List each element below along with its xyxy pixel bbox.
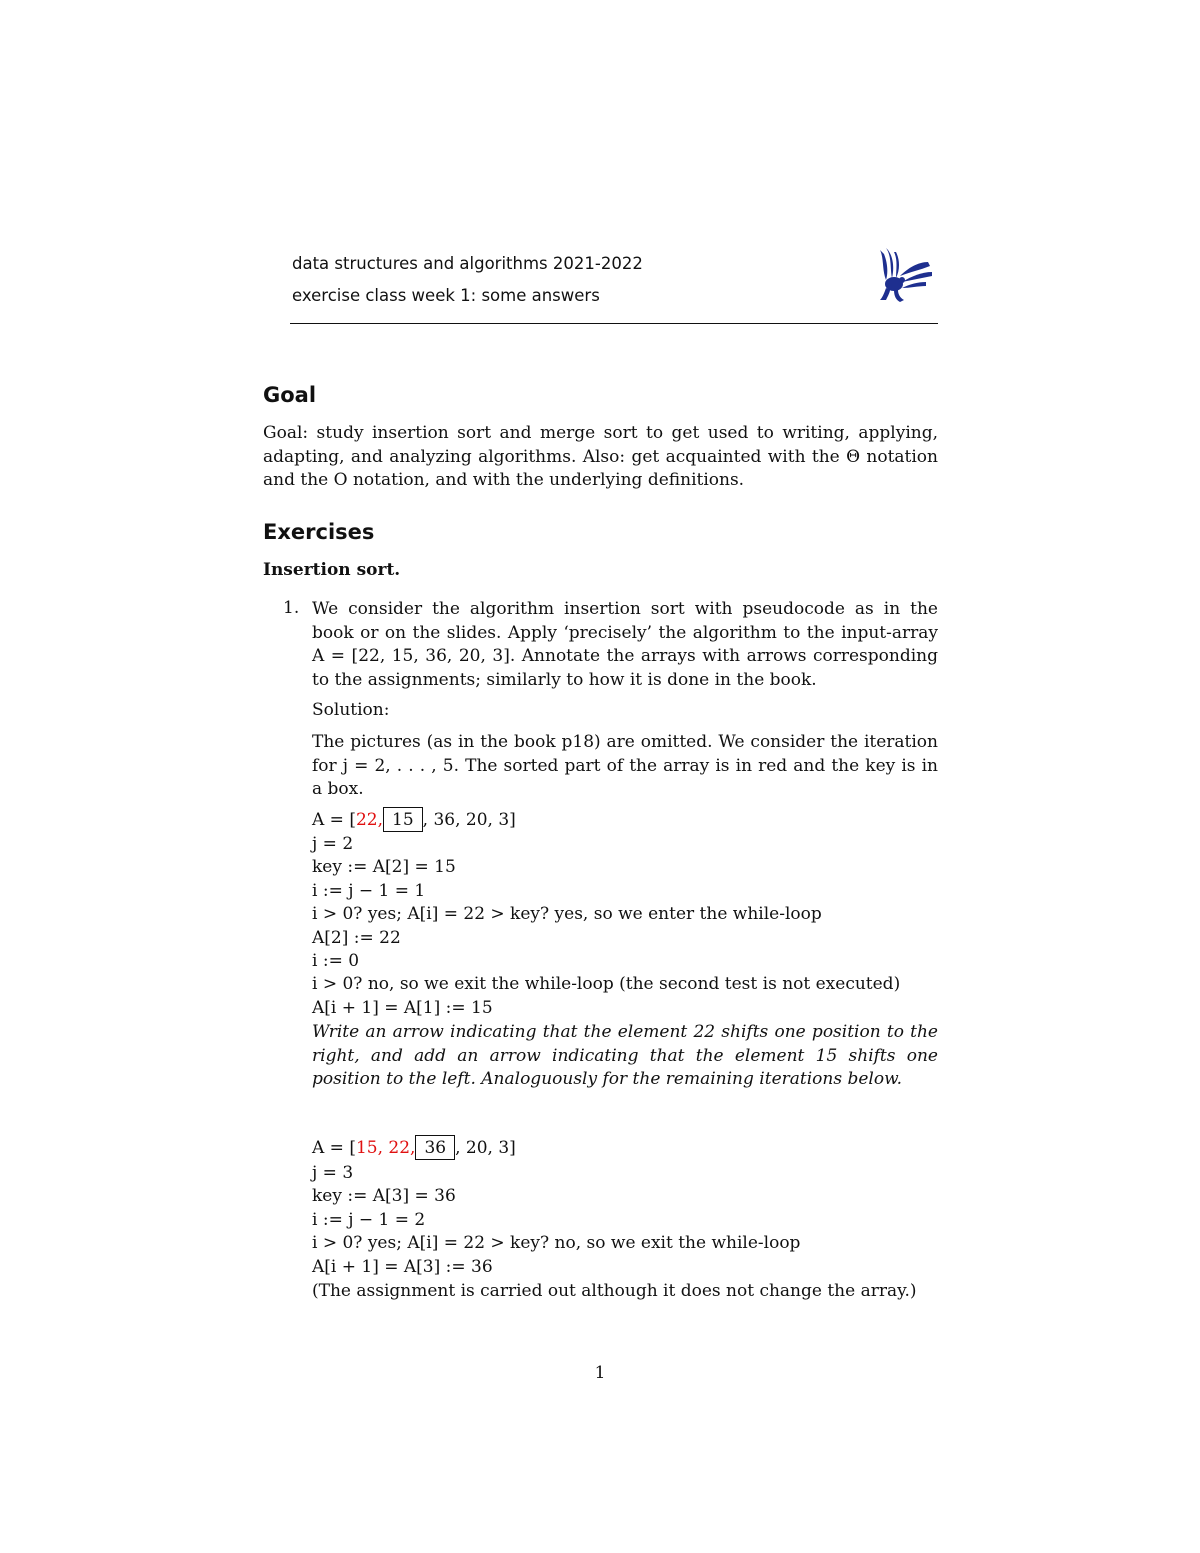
sorted-part: 22, bbox=[355, 810, 384, 830]
arrow-note: Write an arrow indicating that the element 22 shifts one position to the right, and add an arrow indicating that the element 15 shifts one position to the left. Analoguously for the remaining iterations below. bbox=[312, 1022, 938, 1089]
trace-line: (The assignment is carried out although it does not change the array.) bbox=[312, 1281, 917, 1301]
exercise-text: We consider the algorithm insertion sort with pseudocode as in the book or on the slides. Apply ‘precisely’ the algorithm to the input-array A = [22, 15, 36, 20, 3]. Annotate the arrays with arrows corresponding to the assignments; similarly to how it is done in the book. bbox=[312, 599, 938, 690]
exercises-heading: Exercises bbox=[263, 520, 375, 544]
trace-line: key := A[2] = 15 bbox=[312, 857, 456, 877]
solution-label: Solution: bbox=[312, 700, 390, 720]
trace-line: i := 0 bbox=[312, 951, 360, 971]
key-box: 15 bbox=[383, 807, 423, 832]
trace-line: i > 0? no, so we exit the while-loop (the second test is not executed) bbox=[312, 974, 901, 994]
trace-line: A[2] := 22 bbox=[312, 928, 401, 948]
trace-line: i := j − 1 = 1 bbox=[312, 881, 426, 901]
header-divider bbox=[290, 323, 938, 324]
griffin-logo bbox=[872, 244, 934, 304]
trace-line: A[i + 1] = A[3] := 36 bbox=[312, 1257, 493, 1277]
key-box: 36 bbox=[415, 1135, 455, 1160]
goal-heading: Goal bbox=[263, 383, 317, 407]
trace-line: i := j − 1 = 2 bbox=[312, 1210, 426, 1230]
item-number: 1. bbox=[283, 598, 300, 618]
array-prefix: A = [ bbox=[312, 810, 356, 830]
array-rest: , 36, 20, 3] bbox=[422, 810, 516, 830]
trace-line: j = 3 bbox=[312, 1163, 354, 1183]
insertion-sort-subheading: Insertion sort. bbox=[263, 560, 401, 580]
trace-line: i > 0? yes; A[i] = 22 > key? yes, so we enter the while-loop bbox=[312, 904, 822, 924]
array-state-iter1 bbox=[312, 810, 516, 830]
sorted-part: 15, 22, bbox=[355, 1138, 416, 1158]
document-subtitle: exercise class week 1: some answers bbox=[292, 286, 600, 305]
array-state-iter2 bbox=[312, 1138, 516, 1158]
course-title: data structures and algorithms 2021-2022 bbox=[292, 254, 643, 273]
goal-text: Goal: study insertion sort and merge sort to get used to writing, applying, adapting, and analyzing algorithms. Also: get acquainted with the Θ notation and the O notation, and with the underlying definitions. bbox=[263, 423, 938, 490]
trace-line: key := A[3] = 36 bbox=[312, 1186, 456, 1206]
trace-line: i > 0? yes; A[i] = 22 > key? no, so we exit the while-loop bbox=[312, 1233, 801, 1253]
page-number: 1 bbox=[594, 1363, 606, 1383]
array-prefix: A = [ bbox=[312, 1138, 356, 1158]
array-rest: , 20, 3] bbox=[455, 1138, 516, 1158]
solution-intro: The pictures (as in the book p18) are omitted. We consider the iteration for j = 2, . . . , 5. The sorted part of the array is in red and the key is in a box. bbox=[312, 732, 938, 799]
trace-line: j = 2 bbox=[312, 834, 354, 854]
trace-line: A[i + 1] = A[1] := 15 bbox=[312, 998, 493, 1018]
